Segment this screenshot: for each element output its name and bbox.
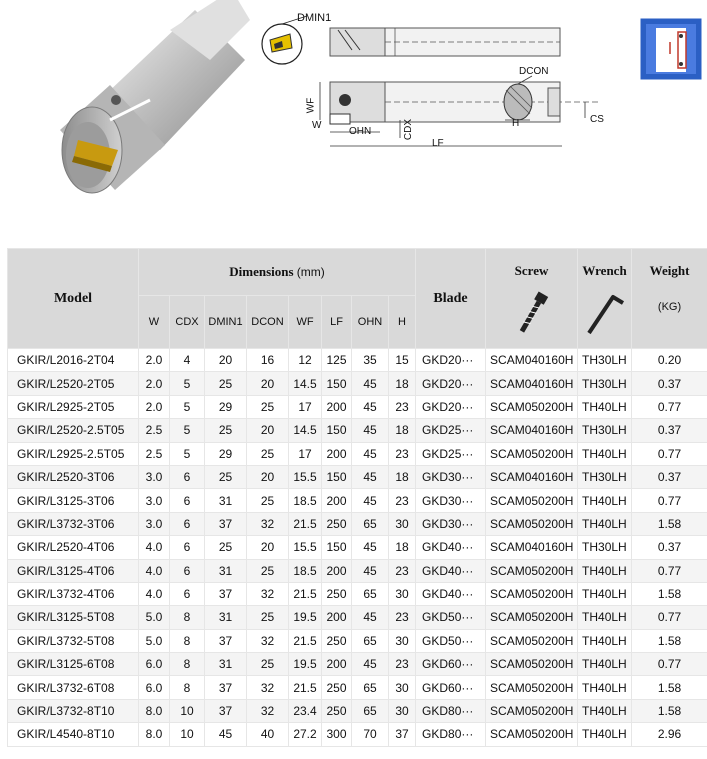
cell-cdx: 5: [170, 395, 205, 418]
cell-ohn: 65: [352, 676, 389, 699]
cell-dcon: 32: [247, 582, 289, 605]
cell-ohn: 45: [352, 653, 389, 676]
cell-model: GKIR/L3732-4T06: [8, 582, 139, 605]
cell-dmin1: 25: [205, 372, 247, 395]
cell-wf: 15.5: [289, 536, 322, 559]
cell-w: 2.0: [139, 372, 170, 395]
cell-weight: 0.37: [632, 465, 707, 488]
table-row: [8, 442, 707, 465]
cell-dmin1: 37: [205, 582, 247, 605]
cell-dmin1: 25: [205, 465, 247, 488]
cell-ohn: 45: [352, 489, 389, 512]
cell-wf: 18.5: [289, 559, 322, 582]
table-row: [8, 372, 707, 395]
cell-weight: 0.77: [632, 395, 707, 418]
cell-wf: 17: [289, 442, 322, 465]
cell-dmin1: 37: [205, 676, 247, 699]
cell-cdx: 5: [170, 372, 205, 395]
cell-screw: SCAM050200H: [486, 582, 578, 605]
cell-screw: SCAM050200H: [486, 395, 578, 418]
cell-h: 23: [389, 442, 416, 465]
cell-weight: 0.20: [632, 349, 707, 372]
cell-wf: 21.5: [289, 676, 322, 699]
cell-weight: 0.37: [632, 536, 707, 559]
cell-cdx: 6: [170, 465, 205, 488]
cell-dmin1: 31: [205, 559, 247, 582]
cell-h: 18: [389, 465, 416, 488]
cell-ohn: 45: [352, 419, 389, 442]
cell-blade: GKD25···: [416, 419, 486, 442]
cell-model: GKIR/L3125-4T06: [8, 559, 139, 582]
table-row: [8, 349, 707, 372]
table-row: [8, 419, 707, 442]
dcon-label: DCON: [519, 66, 549, 77]
cell-h: 23: [389, 559, 416, 582]
cell-cdx: 4: [170, 349, 205, 372]
cell-screw: SCAM050200H: [486, 723, 578, 746]
cell-weight: 0.77: [632, 559, 707, 582]
cell-model: GKIR/L2925-2T05: [8, 395, 139, 418]
cell-cdx: 8: [170, 629, 205, 652]
cell-blade: GKD50···: [416, 606, 486, 629]
cell-lf: 250: [322, 699, 352, 722]
cell-wrench: TH40LH: [578, 395, 632, 418]
dimensions-title: Dimensions: [229, 264, 294, 279]
cell-blade: GKD30···: [416, 512, 486, 535]
cell-cdx: 6: [170, 582, 205, 605]
cell-dcon: 25: [247, 606, 289, 629]
cell-wrench: TH30LH: [578, 349, 632, 372]
table-row: [8, 606, 707, 629]
cell-screw: SCAM040160H: [486, 465, 578, 488]
model-header: Model: [8, 249, 139, 349]
cell-wrench: TH40LH: [578, 489, 632, 512]
cell-screw: SCAM050200H: [486, 442, 578, 465]
cell-model: GKIR/L2520-2.5T05: [8, 419, 139, 442]
cell-lf: 125: [322, 349, 352, 372]
cell-lf: 200: [322, 653, 352, 676]
cell-model: GKIR/L2520-2T05: [8, 372, 139, 395]
cell-w: 5.0: [139, 606, 170, 629]
cell-weight: 1.58: [632, 676, 707, 699]
dim-col-ohn: OHN: [352, 296, 389, 349]
cell-h: 15: [389, 349, 416, 372]
cell-wf: 17: [289, 395, 322, 418]
cell-weight: 0.77: [632, 489, 707, 512]
cell-w: 2.0: [139, 349, 170, 372]
cell-lf: 300: [322, 723, 352, 746]
cell-weight: 0.77: [632, 442, 707, 465]
cell-wrench: TH40LH: [578, 606, 632, 629]
cell-wf: 21.5: [289, 629, 322, 652]
cell-model: GKIR/L4540-8T10: [8, 723, 139, 746]
cell-dcon: 25: [247, 559, 289, 582]
h-label: H: [512, 118, 520, 129]
cell-cdx: 6: [170, 512, 205, 535]
cross-section-icon: [640, 18, 702, 80]
cell-screw: SCAM040160H: [486, 349, 578, 372]
table-row: [8, 723, 707, 746]
dmin-label: DMIN1: [297, 12, 332, 24]
cell-w: 3.0: [139, 489, 170, 512]
cell-dcon: 25: [247, 653, 289, 676]
cell-w: 2.0: [139, 395, 170, 418]
cell-dmin1: 31: [205, 606, 247, 629]
cell-weight: 0.77: [632, 606, 707, 629]
cell-weight: 1.58: [632, 699, 707, 722]
cell-w: 6.0: [139, 653, 170, 676]
cell-screw: SCAM050200H: [486, 629, 578, 652]
specification-table: [7, 248, 707, 747]
dim-col-wf: WF: [289, 296, 322, 349]
cell-wf: 18.5: [289, 489, 322, 512]
cell-screw: SCAM050200H: [486, 489, 578, 512]
cell-screw: SCAM040160H: [486, 536, 578, 559]
cell-dcon: 20: [247, 536, 289, 559]
wf-label: WF: [305, 97, 317, 114]
cell-weight: 1.58: [632, 582, 707, 605]
cell-blade: GKD40···: [416, 536, 486, 559]
cell-ohn: 65: [352, 512, 389, 535]
cell-wrench: TH40LH: [578, 653, 632, 676]
cell-h: 18: [389, 372, 416, 395]
cell-dcon: 40: [247, 723, 289, 746]
cell-wrench: TH40LH: [578, 723, 632, 746]
cell-blade: GKD40···: [416, 582, 486, 605]
cell-blade: GKD40···: [416, 559, 486, 582]
cell-cdx: 10: [170, 723, 205, 746]
cell-w: 2.5: [139, 442, 170, 465]
w-label: W: [312, 120, 322, 131]
cell-screw: SCAM050200H: [486, 606, 578, 629]
cell-wf: 27.2: [289, 723, 322, 746]
weight-header-label: Weight: [649, 263, 690, 278]
cell-h: 23: [389, 489, 416, 512]
cell-model: GKIR/L2016-2T04: [8, 349, 139, 372]
dim-col-dmin1: DMIN1: [205, 296, 247, 349]
cell-wf: 19.5: [289, 653, 322, 676]
cell-dmin1: 25: [205, 419, 247, 442]
cell-blade: GKD20···: [416, 395, 486, 418]
screw-icon: [512, 289, 552, 337]
cell-dmin1: 20: [205, 349, 247, 372]
cell-lf: 150: [322, 419, 352, 442]
cell-w: 6.0: [139, 676, 170, 699]
cell-ohn: 45: [352, 395, 389, 418]
cell-dmin1: 45: [205, 723, 247, 746]
cell-cdx: 6: [170, 536, 205, 559]
product-illustration-area: [0, 0, 707, 248]
cell-cdx: 6: [170, 489, 205, 512]
cell-wrench: TH40LH: [578, 676, 632, 699]
cell-blade: GKD80···: [416, 699, 486, 722]
cell-blade: GKD20···: [416, 349, 486, 372]
cell-weight: 1.58: [632, 512, 707, 535]
cell-ohn: 45: [352, 442, 389, 465]
cell-dmin1: 37: [205, 629, 247, 652]
cell-lf: 200: [322, 395, 352, 418]
cell-model: GKIR/L3732-3T06: [8, 512, 139, 535]
cell-model: GKIR/L2520-4T06: [8, 536, 139, 559]
cell-screw: SCAM050200H: [486, 699, 578, 722]
cell-dcon: 32: [247, 676, 289, 699]
cell-wrench: TH30LH: [578, 372, 632, 395]
cell-blade: GKD60···: [416, 676, 486, 699]
table-row: [8, 699, 707, 722]
table-row: [8, 653, 707, 676]
ohn-label: OHN: [349, 126, 372, 137]
table-row: [8, 559, 707, 582]
cell-model: GKIR/L2925-2.5T05: [8, 442, 139, 465]
dim-col-cdx: CDX: [170, 296, 205, 349]
cell-dcon: 25: [247, 395, 289, 418]
screw-header-label: Screw: [514, 263, 549, 278]
cell-w: 3.0: [139, 512, 170, 535]
cell-blade: GKD30···: [416, 465, 486, 488]
cell-blade: GKD50···: [416, 629, 486, 652]
cell-cdx: 5: [170, 419, 205, 442]
wrench-header-label: Wrench: [582, 263, 627, 278]
cell-ohn: 45: [352, 536, 389, 559]
cell-wrench: TH40LH: [578, 512, 632, 535]
cell-lf: 150: [322, 372, 352, 395]
cell-dcon: 20: [247, 372, 289, 395]
screw-header: [486, 249, 578, 349]
cell-screw: SCAM050200H: [486, 676, 578, 699]
cell-model: GKIR/L3732-6T08: [8, 676, 139, 699]
cell-lf: 200: [322, 606, 352, 629]
cell-dmin1: 25: [205, 536, 247, 559]
table-row: [8, 629, 707, 652]
table-row: [8, 465, 707, 488]
cell-dmin1: 37: [205, 699, 247, 722]
cell-h: 30: [389, 629, 416, 652]
cell-cdx: 6: [170, 559, 205, 582]
cell-h: 23: [389, 653, 416, 676]
cell-blade: GKD20···: [416, 372, 486, 395]
table-row: [8, 536, 707, 559]
cell-w: 4.0: [139, 559, 170, 582]
cell-dmin1: 31: [205, 653, 247, 676]
cell-dmin1: 29: [205, 395, 247, 418]
cell-wf: 21.5: [289, 512, 322, 535]
cell-cdx: 8: [170, 676, 205, 699]
hex-wrench-icon: [583, 289, 627, 337]
dim-col-h: H: [389, 296, 416, 349]
cell-h: 30: [389, 582, 416, 605]
weight-header: [632, 249, 707, 349]
table-row: [8, 395, 707, 418]
table-row: [8, 582, 707, 605]
cell-wf: 23.4: [289, 699, 322, 722]
cell-lf: 250: [322, 676, 352, 699]
cell-lf: 250: [322, 582, 352, 605]
cell-wf: 21.5: [289, 582, 322, 605]
cell-screw: SCAM050200H: [486, 512, 578, 535]
cell-screw: SCAM050200H: [486, 559, 578, 582]
cell-wrench: TH40LH: [578, 629, 632, 652]
cell-wrench: TH40LH: [578, 699, 632, 722]
cell-weight: 1.58: [632, 629, 707, 652]
cell-wrench: TH30LH: [578, 465, 632, 488]
table-row: [8, 512, 707, 535]
cell-ohn: 45: [352, 606, 389, 629]
weight-unit: (KG): [657, 301, 682, 313]
cdx-label: CDX: [403, 118, 415, 141]
table-row: [8, 676, 707, 699]
cell-cdx: 10: [170, 699, 205, 722]
cell-ohn: 45: [352, 559, 389, 582]
cell-ohn: 35: [352, 349, 389, 372]
table-row: [8, 489, 707, 512]
cell-w: 4.0: [139, 582, 170, 605]
cell-screw: SCAM050200H: [486, 653, 578, 676]
cell-weight: 2.96: [632, 723, 707, 746]
cell-dcon: 25: [247, 489, 289, 512]
cell-h: 30: [389, 699, 416, 722]
cell-dmin1: 37: [205, 512, 247, 535]
cell-h: 18: [389, 536, 416, 559]
cell-model: GKIR/L3125-6T08: [8, 653, 139, 676]
cell-ohn: 45: [352, 465, 389, 488]
cell-screw: SCAM040160H: [486, 372, 578, 395]
dim-col-w: W: [139, 296, 170, 349]
cell-weight: 0.37: [632, 372, 707, 395]
cell-lf: 200: [322, 559, 352, 582]
cell-ohn: 65: [352, 699, 389, 722]
cell-lf: 200: [322, 489, 352, 512]
cell-wrench: TH40LH: [578, 582, 632, 605]
cell-model: GKIR/L3125-5T08: [8, 606, 139, 629]
cell-dcon: 32: [247, 699, 289, 722]
cell-w: 4.0: [139, 536, 170, 559]
cell-ohn: 65: [352, 629, 389, 652]
cell-model: GKIR/L3732-5T08: [8, 629, 139, 652]
cell-h: 37: [389, 723, 416, 746]
dimensions-unit: (mm): [296, 265, 325, 279]
cell-dcon: 20: [247, 465, 289, 488]
cell-blade: GKD30···: [416, 489, 486, 512]
cell-dcon: 32: [247, 512, 289, 535]
cell-model: GKIR/L3732-8T10: [8, 699, 139, 722]
cell-cdx: 5: [170, 442, 205, 465]
cell-wf: 14.5: [289, 372, 322, 395]
cell-dcon: 20: [247, 419, 289, 442]
cell-wrench: TH40LH: [578, 559, 632, 582]
cell-w: 3.0: [139, 465, 170, 488]
cell-h: 18: [389, 419, 416, 442]
cell-w: 5.0: [139, 629, 170, 652]
cell-wf: 12: [289, 349, 322, 372]
wrench-header: [578, 249, 632, 349]
cell-w: 8.0: [139, 723, 170, 746]
cell-ohn: 65: [352, 582, 389, 605]
cell-model: GKIR/L2520-3T06: [8, 465, 139, 488]
cell-h: 30: [389, 676, 416, 699]
table-body: [8, 349, 707, 747]
cell-w: 2.5: [139, 419, 170, 442]
cs-label: CS: [590, 114, 604, 125]
cell-dmin1: 31: [205, 489, 247, 512]
lf-label: LF: [432, 138, 444, 149]
cell-cdx: 8: [170, 606, 205, 629]
cell-model: GKIR/L3125-3T06: [8, 489, 139, 512]
blade-header: Blade: [416, 249, 486, 349]
technical-drawing: [300, 20, 600, 180]
cell-wrench: TH30LH: [578, 536, 632, 559]
dim-col-lf: LF: [322, 296, 352, 349]
cell-dcon: 32: [247, 629, 289, 652]
cell-cdx: 8: [170, 653, 205, 676]
tool-holder-photo: [0, 0, 250, 235]
cell-lf: 250: [322, 512, 352, 535]
cell-dcon: 25: [247, 442, 289, 465]
cell-wf: 14.5: [289, 419, 322, 442]
cell-h: 23: [389, 395, 416, 418]
cell-blade: GKD25···: [416, 442, 486, 465]
cell-h: 23: [389, 606, 416, 629]
cell-blade: GKD80···: [416, 723, 486, 746]
cell-wrench: TH40LH: [578, 442, 632, 465]
dimensions-header: [139, 249, 416, 296]
cell-weight: 0.37: [632, 419, 707, 442]
cell-w: 8.0: [139, 699, 170, 722]
cell-wrench: TH30LH: [578, 419, 632, 442]
cell-dcon: 16: [247, 349, 289, 372]
cell-lf: 250: [322, 629, 352, 652]
cell-lf: 200: [322, 442, 352, 465]
cell-lf: 150: [322, 536, 352, 559]
cell-blade: GKD60···: [416, 653, 486, 676]
cell-ohn: 70: [352, 723, 389, 746]
cell-h: 30: [389, 512, 416, 535]
cell-wf: 19.5: [289, 606, 322, 629]
cell-dmin1: 29: [205, 442, 247, 465]
dim-col-dcon: DCON: [247, 296, 289, 349]
cell-weight: 0.77: [632, 653, 707, 676]
cell-lf: 150: [322, 465, 352, 488]
cell-wf: 15.5: [289, 465, 322, 488]
cell-screw: SCAM040160H: [486, 419, 578, 442]
cell-ohn: 45: [352, 372, 389, 395]
